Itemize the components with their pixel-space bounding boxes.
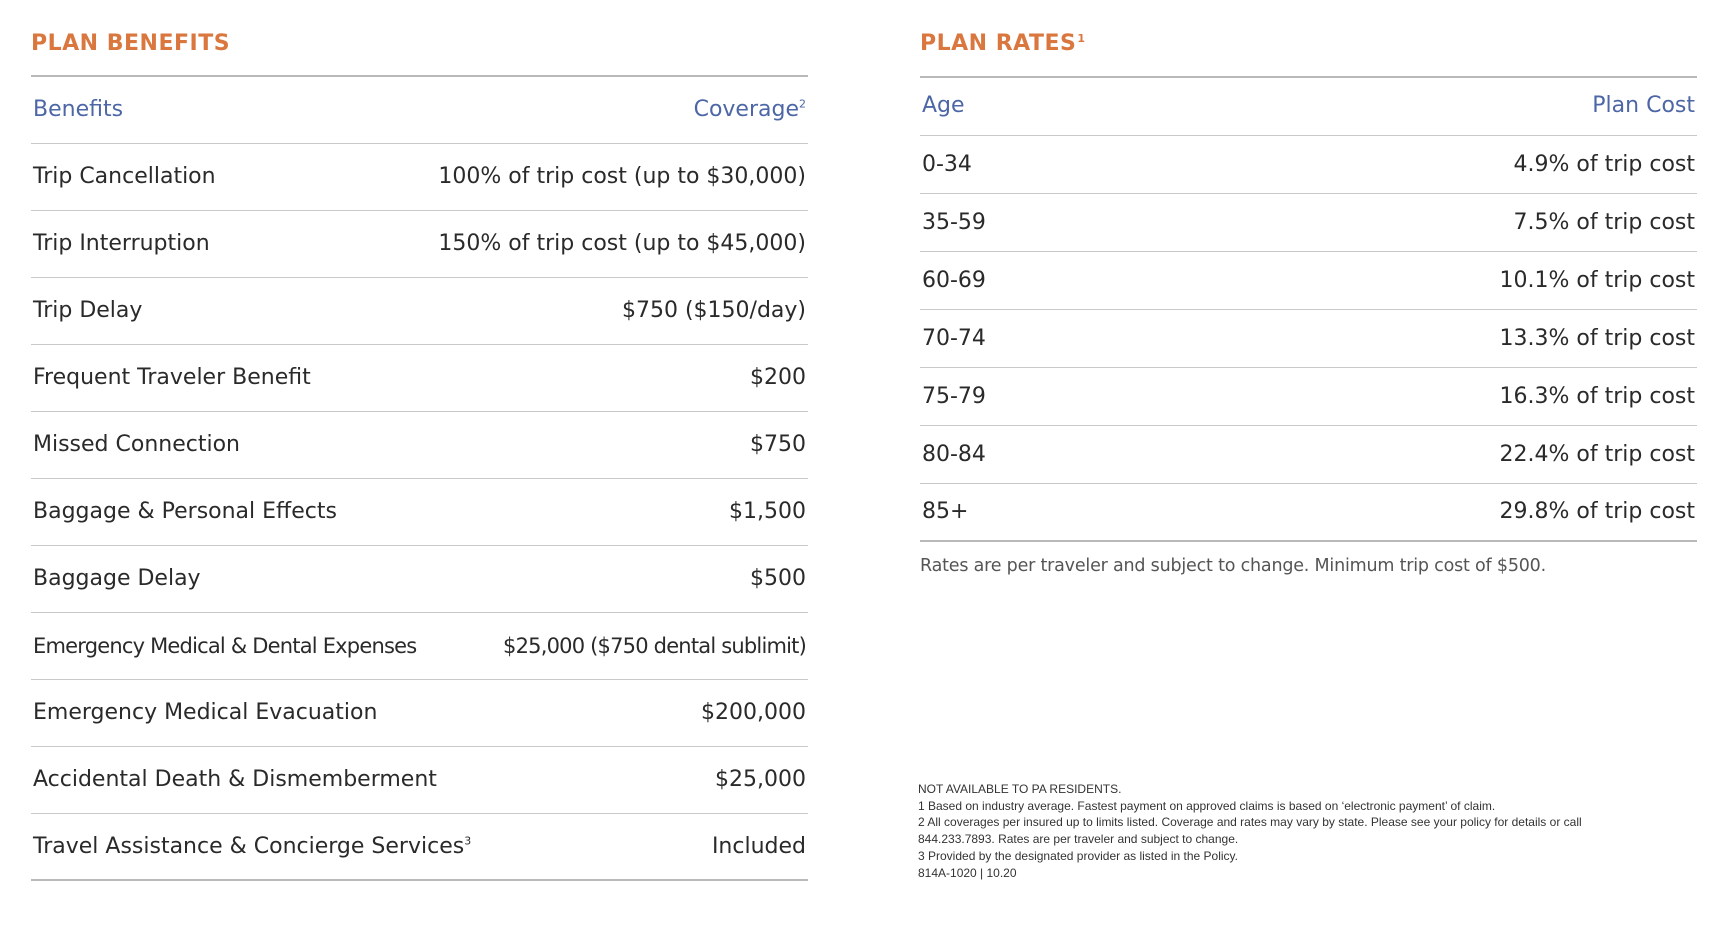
footnote-1: 1 Based on industry average. Fastest payment on approved claims is based on ‘electronic payment’ of claim.	[918, 798, 1496, 813]
rates-header-row	[920, 77, 1697, 135]
age-band: 70-74	[920, 309, 1220, 367]
benefit-name: Emergency Medical & Dental Expenses	[31, 612, 431, 679]
table-row	[31, 746, 808, 813]
footnote-2: 2 All coverages per insured up to limits listed. Coverage and rates may vary by state. Please see your policy for details or call	[918, 815, 1582, 830]
table-row	[920, 367, 1697, 425]
benefit-name: Missed Connection	[31, 411, 431, 478]
benefit-name: Emergency Medical Evacuation	[31, 679, 431, 746]
footnotes	[918, 781, 1698, 881]
footnote-3: 3 Provided by the designated provider as listed in the Policy.	[918, 848, 1238, 863]
benefit-name: Trip Delay	[31, 277, 431, 344]
age-column-header: Age	[920, 77, 1220, 135]
plan-cost: 7.5% of trip cost	[1220, 193, 1697, 251]
table-row	[920, 135, 1697, 193]
table-row	[31, 210, 808, 277]
rates-table	[920, 77, 1697, 542]
benefits-header-row	[31, 76, 808, 143]
benefit-coverage: $25,000	[431, 746, 808, 813]
benefit-name: Accidental Death & Dismemberment	[31, 746, 431, 813]
table-row	[31, 813, 808, 880]
table-row	[31, 679, 808, 746]
benefit-name: Trip Cancellation	[31, 143, 431, 210]
benefit-coverage: Included	[431, 813, 808, 880]
table-row	[920, 483, 1697, 541]
plan-cost: 29.8% of trip cost	[1220, 483, 1697, 541]
plan-cost: 22.4% of trip cost	[1220, 425, 1697, 483]
plan-cost: 4.9% of trip cost	[1220, 135, 1697, 193]
age-band: 85+	[920, 483, 1220, 541]
table-row	[31, 478, 808, 545]
benefit-coverage: $500	[431, 545, 808, 612]
age-band: 60-69	[920, 251, 1220, 309]
benefit-name: Frequent Traveler Benefit	[31, 344, 431, 411]
benefit-coverage: $25,000 ($750 dental sublimit)	[431, 612, 808, 679]
plan-cost-column-header: Plan Cost	[1220, 77, 1697, 135]
age-band: 80-84	[920, 425, 1220, 483]
benefit-name: Trip Interruption	[31, 210, 431, 277]
age-band: 35-59	[920, 193, 1220, 251]
plan-cost: 16.3% of trip cost	[1220, 367, 1697, 425]
benefit-coverage: $1,500	[431, 478, 808, 545]
footnote-pa-residents: NOT AVAILABLE TO PA RESIDENTS.	[918, 782, 1122, 796]
table-row	[920, 193, 1697, 251]
benefits-table	[31, 76, 808, 881]
plan-benefits-title: PLAN BENEFITS	[31, 31, 231, 56]
benefit-coverage: $750	[431, 411, 808, 478]
benefit-coverage: 100% of trip cost (up to $30,000)	[431, 143, 808, 210]
plan-cost: 10.1% of trip cost	[1220, 251, 1697, 309]
table-row	[31, 143, 808, 210]
plan-rates-title: PLAN RATES$^1$	[920, 31, 1086, 56]
benefit-name: Travel Assistance & Concierge Services$^3$	[31, 813, 431, 880]
footnote-2-continued: 844.233.7893. Rates are per traveler and subject to change.	[918, 832, 1239, 847]
table-row	[920, 309, 1697, 367]
plan-cost: 13.3% of trip cost	[1220, 309, 1697, 367]
document-code: 814A-1020 | 10.20	[918, 865, 1017, 880]
benefit-name: Baggage & Personal Effects	[31, 478, 431, 545]
benefit-coverage: $200	[431, 344, 808, 411]
benefits-column-header: Benefits	[31, 76, 431, 143]
age-band: 75-79	[920, 367, 1220, 425]
benefit-coverage: $750 ($150/day)	[431, 277, 808, 344]
table-row	[920, 425, 1697, 483]
benefit-name: Baggage Delay	[31, 545, 431, 612]
coverage-column-header: Coverage$^2$	[431, 76, 808, 143]
table-row	[920, 251, 1697, 309]
benefit-coverage: 150% of trip cost (up to $45,000)	[431, 210, 808, 277]
table-row	[31, 612, 808, 679]
table-row	[31, 411, 808, 478]
table-row	[31, 344, 808, 411]
rates-note: Rates are per traveler and subject to change. Minimum trip cost of $500.	[920, 556, 1546, 576]
benefit-coverage: $200,000	[431, 679, 808, 746]
table-row	[31, 545, 808, 612]
table-row	[31, 277, 808, 344]
age-band: 0-34	[920, 135, 1220, 193]
